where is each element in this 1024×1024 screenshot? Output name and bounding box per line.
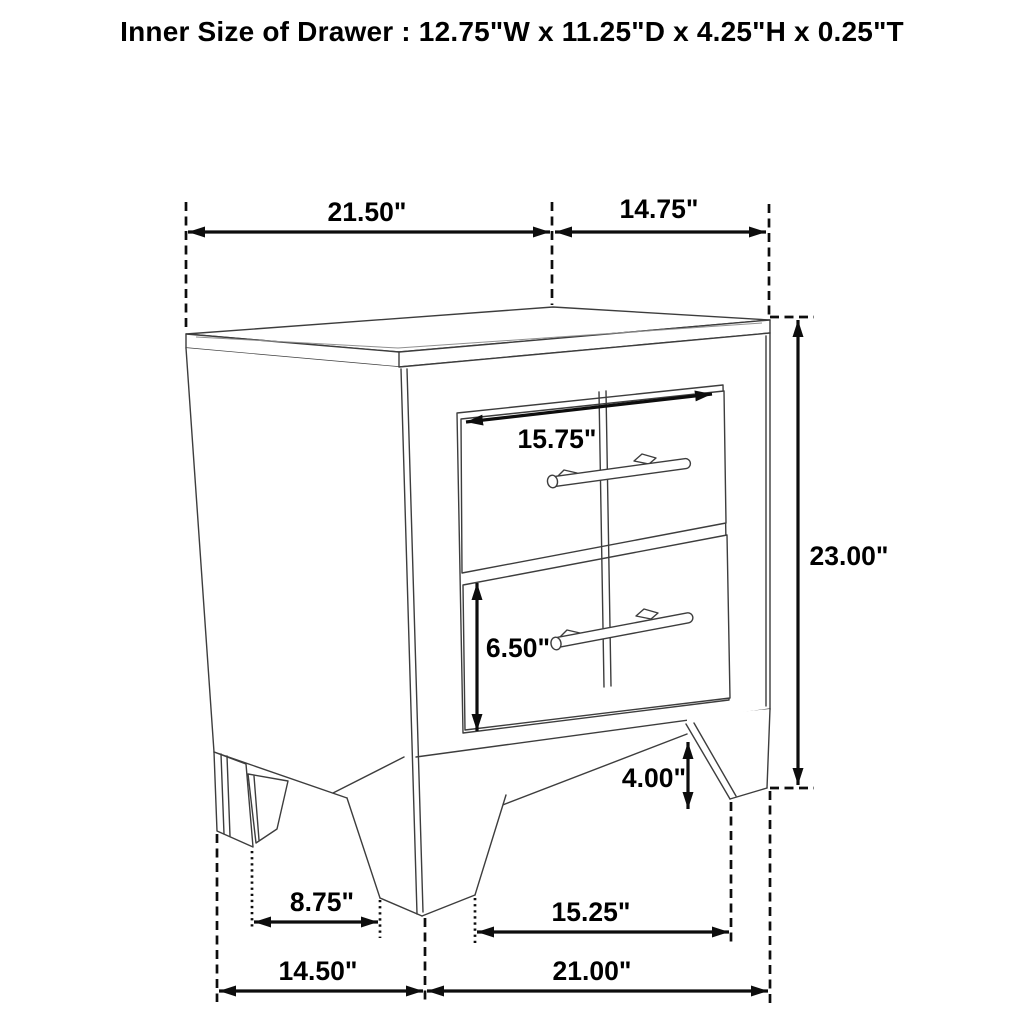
dim-label-overall-height: 23.00": [809, 541, 889, 571]
dim-label-leg-span-front: 15.25": [551, 897, 631, 927]
diagram-title: Inner Size of Drawer : 12.75"W x 11.25"D x 4.25"H x 0.25"T: [120, 16, 904, 47]
left-side-panel: [186, 348, 412, 798]
dim-label-base-width: 21.00": [552, 956, 632, 986]
dim-label-top-width: 21.50": [327, 197, 407, 227]
front-center-leg: [347, 795, 506, 916]
dim-label-leg-inset-side: 8.75": [289, 887, 355, 917]
dim-label-drawer-opening-width: 15.75": [517, 424, 597, 454]
dim-label-base-depth: 14.50": [278, 956, 358, 986]
dim-label-leg-height: 4.00": [621, 763, 687, 793]
dim-top-depth: [555, 194, 769, 317]
front-left-leg: [214, 752, 253, 847]
dim-leg-inset-side: [252, 851, 380, 938]
back-right-leg: [686, 709, 770, 799]
dim-label-drawer-front-height: 6.50": [485, 633, 551, 663]
back-left-leg: [248, 774, 288, 843]
dim-label-top-depth: 14.75": [619, 194, 699, 224]
dim-overall-height: [770, 317, 888, 788]
dim-leg-height: [622, 742, 688, 809]
dim-leg-span-front: [475, 802, 731, 946]
